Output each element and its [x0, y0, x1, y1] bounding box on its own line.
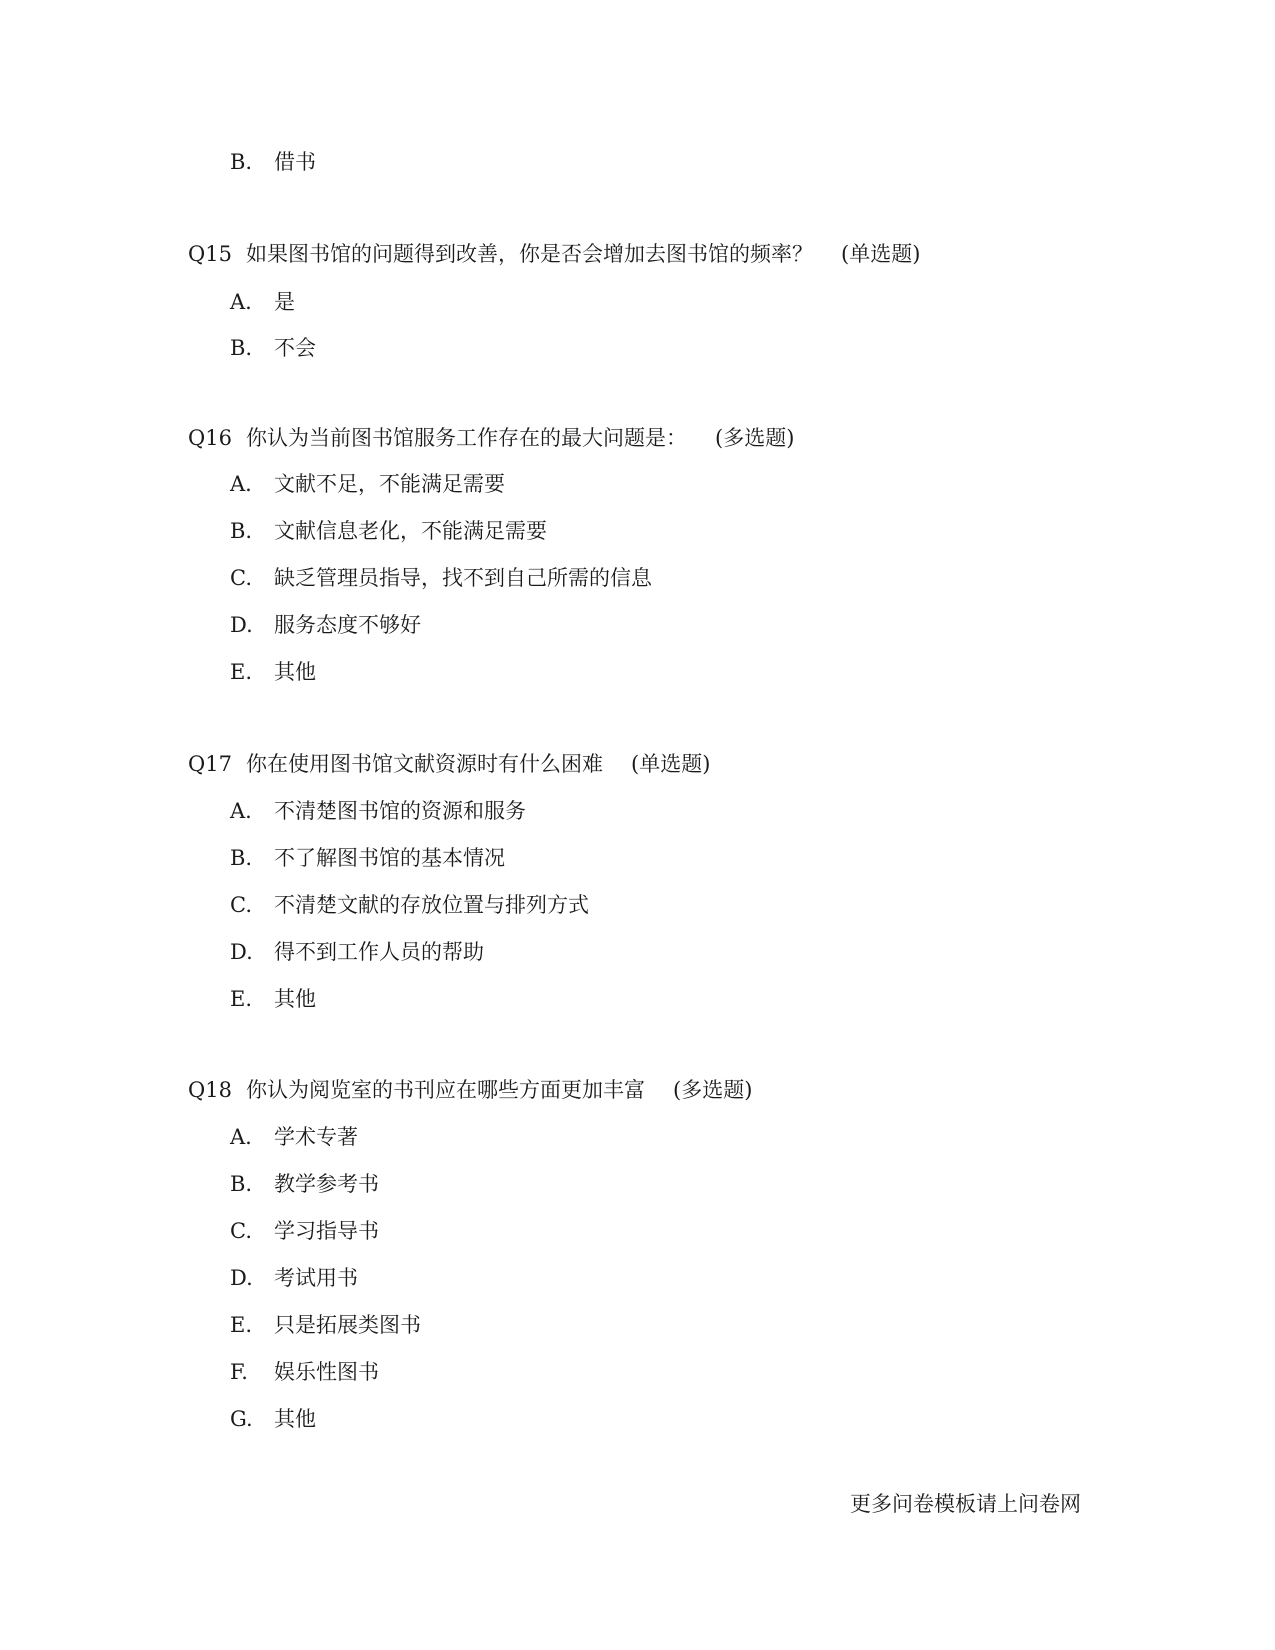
- option-q18-g: [230, 1405, 316, 1433]
- question-q18: [188, 1076, 752, 1104]
- question-text: 你在使用图书馆文献资源时有什么困难: [246, 752, 603, 776]
- option-text: 不清楚图书馆的资源和服务: [274, 799, 526, 823]
- option-letter: E.: [230, 987, 253, 1011]
- question-q17: [188, 750, 710, 778]
- question-type: (单选题): [841, 242, 921, 266]
- question-text: 你认为当前图书馆服务工作存在的最大问题是：: [246, 426, 687, 450]
- option-q18-c: [230, 1217, 379, 1245]
- question-type: (多选题): [715, 426, 795, 450]
- option-letter: D.: [230, 940, 253, 964]
- option-q17-e: [230, 985, 316, 1013]
- option-text: 只是拓展类图书: [274, 1313, 421, 1337]
- option-text: 学习指导书: [274, 1219, 379, 1243]
- option-text: 考试用书: [274, 1266, 358, 1290]
- option-letter: C.: [230, 1219, 252, 1243]
- option-letter: B.: [230, 846, 253, 870]
- option-q18-a: [230, 1123, 358, 1151]
- footer-text: 更多问卷模板请上问卷网: [850, 1492, 1081, 1516]
- option-text: 不会: [274, 336, 316, 360]
- option-letter: A.: [230, 799, 252, 823]
- question-q16: [188, 424, 794, 452]
- question-number: Q16: [188, 426, 232, 450]
- option-q16-e: [230, 658, 316, 686]
- option-text: 文献信息老化，不能满足需要: [274, 519, 547, 543]
- option-q17-a: [230, 797, 526, 825]
- option-letter: B.: [230, 336, 253, 360]
- option-letter: A.: [230, 290, 252, 314]
- option-text: 其他: [274, 987, 316, 1011]
- option-letter: C.: [230, 893, 252, 917]
- question-number: Q15: [188, 242, 232, 266]
- option-q16-d: [230, 611, 421, 639]
- option-q16-b: [230, 517, 547, 545]
- option-q18-b: [230, 1170, 379, 1198]
- option-text: 是: [274, 290, 295, 314]
- option-letter: A.: [230, 472, 252, 496]
- option-text: 教学参考书: [274, 1172, 379, 1196]
- option-q16-a: [230, 470, 505, 498]
- option-q17-c: [230, 891, 589, 919]
- option-letter: B.: [230, 1172, 253, 1196]
- option-q17-d: [230, 938, 484, 966]
- option-text: 缺乏管理员指导，找不到自己所需的信息: [274, 566, 652, 590]
- option-text: 文献不足，不能满足需要: [274, 472, 505, 496]
- question-text: 你认为阅览室的书刊应在哪些方面更加丰富: [246, 1078, 645, 1102]
- option-q15-a: [230, 288, 295, 316]
- option-letter: F.: [230, 1360, 248, 1384]
- question-number: Q18: [188, 1078, 232, 1102]
- option-q18-e: [230, 1311, 421, 1339]
- option-letter: B.: [230, 150, 253, 174]
- option-text: 得不到工作人员的帮助: [274, 940, 484, 964]
- option-letter: G.: [230, 1407, 253, 1431]
- question-q15: [188, 240, 920, 268]
- option-text: 不了解图书馆的基本情况: [274, 846, 505, 870]
- option-q18-d: [230, 1264, 358, 1292]
- option-text: 不清楚文献的存放位置与排列方式: [274, 893, 589, 917]
- option-text: 服务态度不够好: [274, 613, 421, 637]
- continued-option: [230, 148, 316, 176]
- question-number: Q17: [188, 752, 232, 776]
- option-text: 娱乐性图书: [274, 1360, 379, 1384]
- question-type: (单选题): [631, 752, 711, 776]
- option-letter: B.: [230, 519, 253, 543]
- option-q16-c: [230, 564, 652, 592]
- option-text: 借书: [274, 150, 316, 174]
- option-q18-f: [230, 1358, 379, 1386]
- option-letter: A.: [230, 1125, 252, 1149]
- option-text: 其他: [274, 1407, 316, 1431]
- option-text: 其他: [274, 660, 316, 684]
- option-q15-b: [230, 334, 316, 362]
- option-letter: D.: [230, 613, 253, 637]
- option-text: 学术专著: [274, 1125, 358, 1149]
- option-letter: E.: [230, 660, 253, 684]
- option-letter: D.: [230, 1266, 253, 1290]
- option-letter: E.: [230, 1313, 253, 1337]
- option-q17-b: [230, 844, 505, 872]
- question-type: (多选题): [673, 1078, 753, 1102]
- option-letter: C.: [230, 566, 252, 590]
- question-text: 如果图书馆的问题得到改善，你是否会增加去图书馆的频率？: [246, 242, 813, 266]
